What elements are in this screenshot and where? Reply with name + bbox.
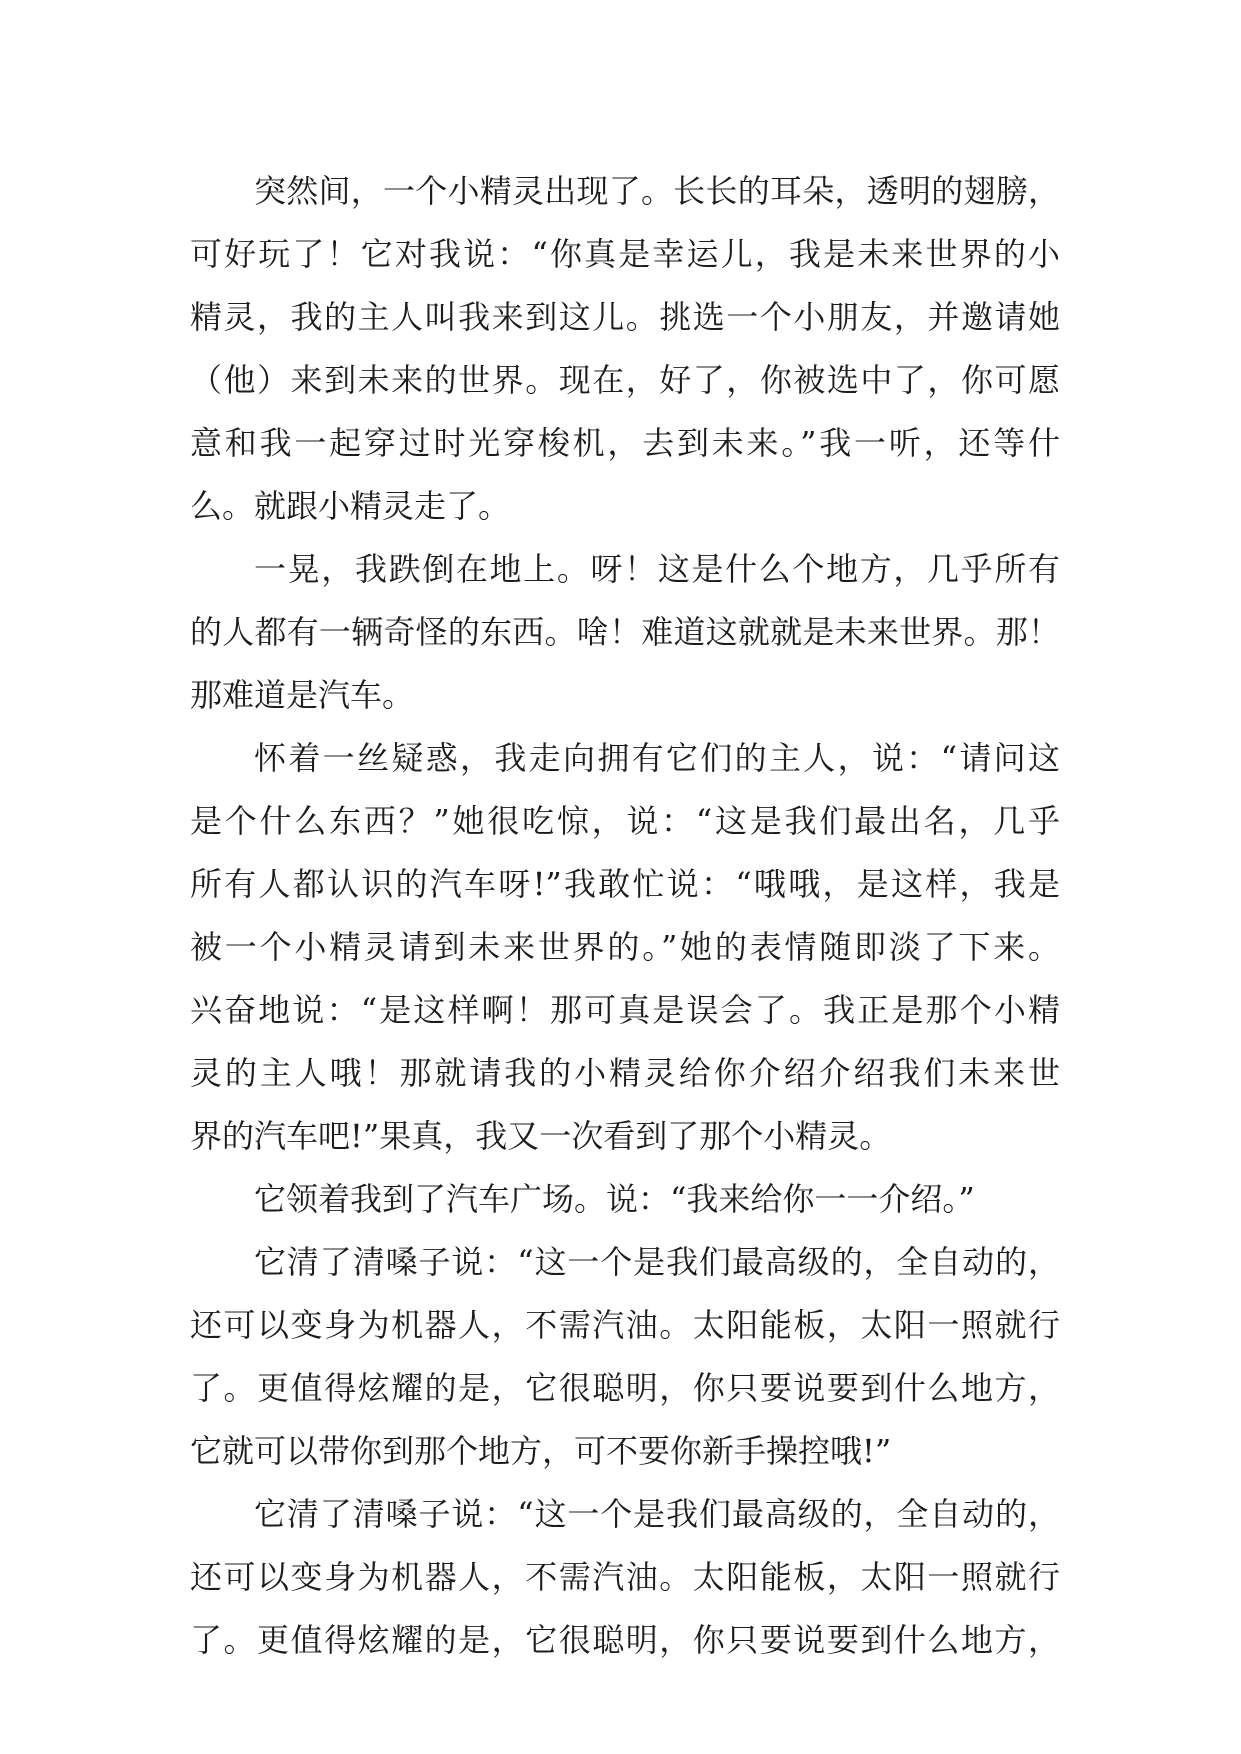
text-line: 了。更值得炫耀的是，它很聪明，你只要说要到什么地方， (190, 1369, 1060, 1407)
text-line: 意和我一起穿过时光穿梭机，去到未来。”我一听，还等什 (190, 424, 1060, 462)
text-line: 精灵，我的主人叫我来到这儿。挑选一个小朋友，并邀请她 (190, 298, 1060, 336)
document-body (190, 160, 1060, 1672)
text-line: 的人都有一辆奇怪的东西。啥！难道这就就是未来世界。那！ (190, 613, 1060, 651)
text-line: 么。就跟小精灵走了。 (190, 487, 511, 525)
text-line: 还可以变身为机器人，不需汽油。太阳能板，太阳一照就行 (190, 1558, 1060, 1596)
text-line: 灵的主人哦！那就请我的小精灵给你介绍介绍我们未来世 (190, 1054, 1060, 1092)
text-line: 还可以变身为机器人，不需汽油。太阳能板，太阳一照就行 (190, 1306, 1060, 1344)
text-line: 一晃，我跌倒在地上。呀！这是什么个地方，几乎所有 (254, 550, 1060, 588)
text-line: （他）来到未来的世界。现在，好了，你被选中了，你可愿 (190, 361, 1060, 399)
text-line: 界的汽车吧!”果真，我又一次看到了那个小精灵。 (190, 1117, 892, 1155)
paragraph-3 (190, 727, 1060, 1168)
text-line: 突然间，一个小精灵出现了。长长的耳朵，透明的翅膀， (254, 172, 1060, 210)
text-line: 了。更值得炫耀的是，它很聪明，你只要说要到什么地方， (190, 1621, 1060, 1659)
text-line: 是个什么东西？”她很吃惊，说：“这是我们最出名，几乎 (190, 802, 1060, 840)
text-line: 兴奋地说：“是这样啊！那可真是误会了。我正是那个小精 (190, 991, 1060, 1029)
text-line: 它清了清嗓子说：“这一个是我们最高级的，全自动的， (254, 1243, 1060, 1281)
paragraph-6 (190, 1483, 1060, 1672)
text-line: 它清了清嗓子说：“这一个是我们最高级的，全自动的， (254, 1495, 1060, 1533)
text-line: 它领着我到了汽车广场。说：“我来给你一一介绍。” (254, 1180, 975, 1218)
text-line: 所有人都认识的汽车呀!”我敢忙说：“哦哦，是这样，我是 (190, 865, 1060, 903)
text-line: 它就可以带你到那个地方，可不要你新手操控哦!” (190, 1432, 892, 1470)
text-line: 那难道是汽车。 (190, 676, 415, 714)
text-line: 可好玩了！它对我说：“你真是幸运儿，我是未来世界的小 (190, 235, 1060, 273)
text-line: 怀着一丝疑惑，我走向拥有它们的主人，说：“请问这 (254, 739, 1060, 777)
paragraph-5 (190, 1231, 1060, 1483)
paragraph-1 (190, 160, 1060, 538)
paragraph-4 (190, 1168, 1060, 1231)
paragraph-2 (190, 538, 1060, 727)
text-line: 被一个小精灵请到未来世界的。”她的表情随即淡了下来。 (190, 928, 1060, 966)
